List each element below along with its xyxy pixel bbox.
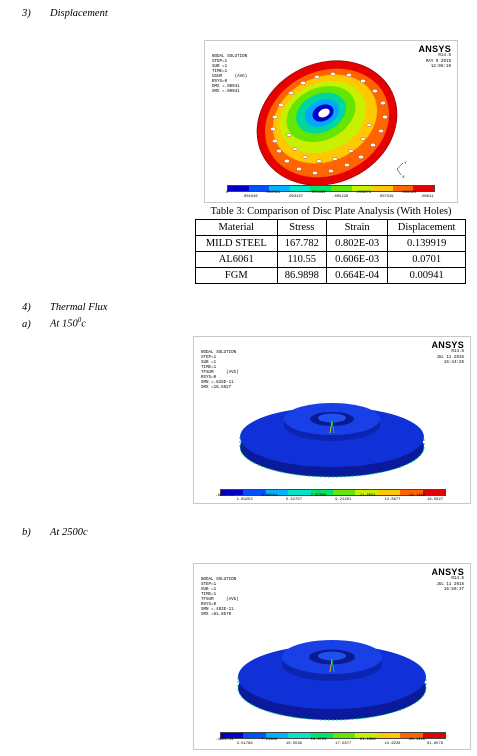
heading-superscript: 0 — [77, 316, 82, 324]
comparison-table — [195, 219, 466, 284]
table-cell: 0.606E-03 — [326, 252, 387, 268]
heading-number: 3) — [22, 8, 31, 19]
table-cell: 0.664E-04 — [326, 268, 387, 284]
heading-at-2500 — [22, 527, 88, 538]
thermal-2500-disc — [194, 564, 470, 749]
table-row — [196, 236, 466, 252]
heading-displacement — [22, 8, 108, 19]
legend-ticks: .492E-11 7.03608 14.3722 21.1082 28.1455 3.51796 10.5539 17.5877 24.6228 61.8579 — [215, 738, 444, 746]
solution-date: JUL 11 2015 16:44:25 — [436, 356, 464, 365]
heading-text: Thermal Flux — [50, 302, 108, 313]
solution-info: NODAL SOLUTION STEP=1 SUB =1 TIME=1 TFSUM (AVG) RSYS=0 SMN =.825E-11 SMX =16.5627 — [201, 351, 239, 390]
table-caption: Table 3: Comparison of Disc Plate Analysis (With Holes) — [210, 206, 452, 217]
ansys-displacement-panel — [204, 40, 458, 203]
table-row — [196, 268, 466, 284]
table-cell: 167.782 — [277, 236, 326, 252]
ansys-revision: R14.5 — [438, 54, 451, 58]
table-cell: FGM — [196, 268, 278, 284]
solution-info: NODAL SOLUTION STEP=1 SUB =1 TIME=1 USUM (AVG) RSYS=0 DMX =.00941 SMX =.00941 — [212, 55, 248, 94]
table-cell: 0.139919 — [388, 236, 466, 252]
svg-text:Y: Y — [404, 160, 407, 165]
table-cell: 0.0701 — [388, 252, 466, 268]
thermal-150-disc — [194, 337, 470, 503]
table-header-row — [196, 220, 466, 236]
heading-number: a) — [22, 318, 31, 330]
solution-info: NODAL SOLUTION STEP=1 SUB =1 TIME=1 TFSUM (AVG) RSYS=0 SMN =.492E-11 SMX =61.8579 — [201, 578, 239, 617]
ansys-logo: ANSYS — [431, 340, 464, 350]
table-cell: MILD STEEL — [196, 236, 278, 252]
ansys-thermal-2500-panel — [193, 563, 471, 750]
ansys-logo: ANSYS — [431, 567, 464, 577]
heading-number: b) — [22, 527, 31, 538]
solution-date: JUL 11 2015 16:50:37 — [436, 583, 464, 592]
heading-thermal-flux — [22, 302, 107, 313]
table-cell: 0.802E-03 — [326, 236, 387, 252]
table-cell: 0.00941 — [388, 268, 466, 284]
column-header: Material — [196, 220, 278, 236]
heading-at-150 — [22, 316, 86, 330]
table-row — [196, 252, 466, 268]
ansys-revision: R14.5 — [451, 350, 464, 354]
heading-text: At 2500c — [50, 527, 88, 538]
solution-date: MAY 9 2015 12:06:10 — [425, 60, 451, 69]
ansys-revision: R14.5 — [451, 577, 464, 581]
heading-number: 4) — [22, 302, 31, 313]
ansys-logo: ANSYS — [418, 44, 451, 54]
ansys-thermal-150-panel — [193, 336, 471, 504]
svg-text:X: X — [402, 174, 405, 179]
legend-ticks: .825E-11 3.68504 7.37008 11.0551 14.7402 1.84252 5.52757 9.21261 12.8977 16.5627 — [215, 494, 444, 502]
table-cell: 110.55 — [277, 252, 326, 268]
legend-ticks: 0 .002091 .004182 .006273 .008364 .001046 .003137 .005228 .007319 .00941 — [225, 191, 434, 199]
table-cell: 86.9898 — [277, 268, 326, 284]
heading-text: Displacement — [50, 8, 108, 19]
table-cell: AL6061 — [196, 252, 278, 268]
displacement-disc-contour — [205, 41, 457, 202]
column-header: Strain — [326, 220, 387, 236]
heading-suffix: c — [81, 318, 86, 330]
column-header: Stress — [277, 220, 326, 236]
column-header: Displacement — [388, 220, 466, 236]
heading-text: At 150 — [50, 318, 78, 330]
